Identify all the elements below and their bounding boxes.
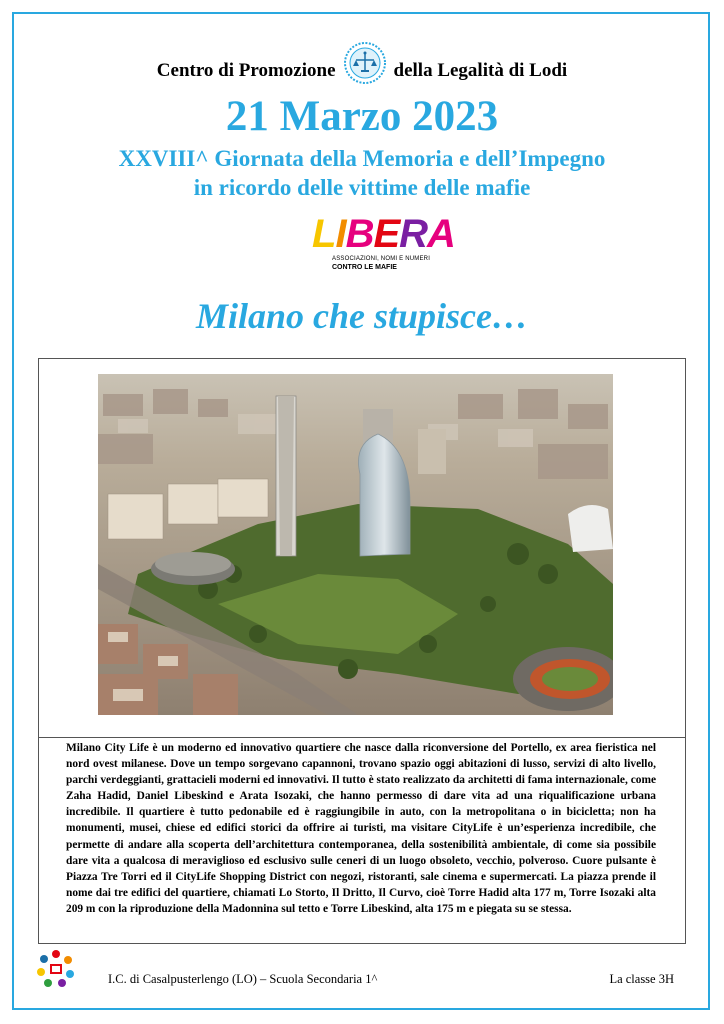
header <box>0 56 724 86</box>
subtitle-line-2: in ricordo delle vittime delle mafie <box>193 175 531 200</box>
article-text: Milano City Life è un moderno ed innovativo quartiere che nasce dalla riconversione del Portello, ex area fieristica nel nord ovest milanese. Dove un tempo sorgevano capannoni, trovano spazio oggi abitazioni di lusso, servizi di alto livello, parchi verdeggianti, grattacieli moderni ed innovativi. Il tutto è stato realizzato da architetti di fama internazionale, come Zaha Hadid, Daniel Libeskind e Arata Isozaki, che hanno permesso di dare vita ad una riqualificazione urbana incredibile. Il quartiere è tutto pedonabile ed è raggiungibile in auto, con la metropolitana o in bicicletta; non ha monumenti, musei, chiese ed edifici storici da offrire ai turisti, ma visitare CityLife è un’esperienza incredibile, che permette di andare alla scoperta dell’architettura contemporanea, della sostenibilità ambientale, di come sia possibile dare vita a qualcosa di meraviglioso ed esclusivo sulle ceneri di un luogo obsoleto, vecchio, polveroso. Cuore pulsante è Piazza Tre Torri ed il CityLife Shopping District con negozi, ristoranti, sale cinema e supermercati. La piazza prende il nome dai tre edifici del quartiere, chiamati Lo Storto, Il Dritto, Il Curvo, cioè Torre Hadid alta 177 m, Torre Isozaki alta 209 m con la riproduzione della Madonnina sul tetto e Torre Libeskind, alta 175 m e piegata su se stessa. <box>66 742 656 915</box>
slogan: Milano che stupisce… <box>195 296 528 336</box>
libera-tagline-2: CONTRO LE MAFIE <box>332 264 397 271</box>
school-people-circle-icon <box>36 948 76 988</box>
footer <box>0 970 724 994</box>
citylife-aerial-photo <box>98 374 613 715</box>
libera-wordmark: LIBERA <box>312 212 455 256</box>
footer-class: La classe 3H <box>609 972 674 986</box>
event-subtitle <box>0 144 724 202</box>
libera-tagline-1: ASSOCIAZIONI, NOMI E NUMERI <box>332 256 431 262</box>
libera-logo <box>312 212 455 274</box>
event-date: 21 Marzo 2023 <box>225 93 499 140</box>
header-right-text: della Legalità di Lodi <box>393 60 568 81</box>
subtitle-line-1: XXVIII^ Giornata della Memoria e dell’Impegno <box>118 146 606 171</box>
footer-school: I.C. di Casalpusterlengo (LO) – Scuola Secondaria 1^ <box>108 972 378 986</box>
article-divider <box>38 737 686 738</box>
header-left-text: Centro di Promozione <box>156 60 336 81</box>
legality-centre-seal-icon <box>344 42 386 84</box>
